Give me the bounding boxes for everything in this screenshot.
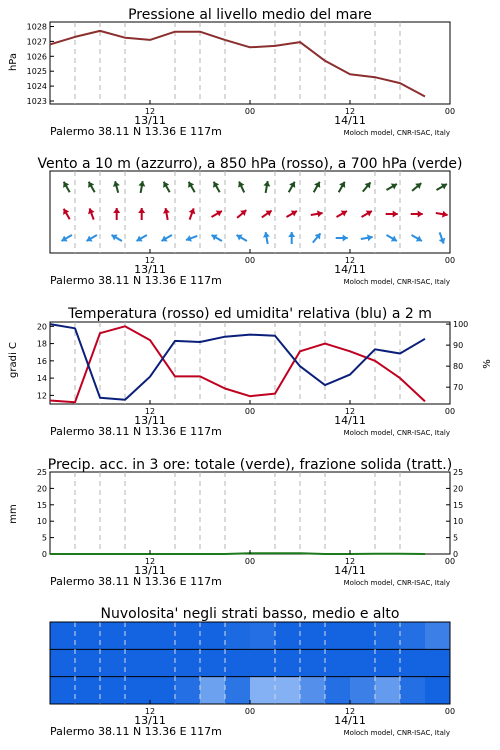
cloud-cell-medio xyxy=(125,649,151,676)
cloud-cell-alto xyxy=(275,622,301,649)
rh-ytick-right-label: 70 xyxy=(453,383,464,393)
precip-xtick-label: 12 xyxy=(344,557,356,566)
panel-pressure xyxy=(8,7,455,138)
panel-precip xyxy=(8,457,463,588)
cloud-cell-medio xyxy=(200,649,226,676)
pressure-model-credit: Moloch model, CNR-ISAC, Italy xyxy=(343,129,450,137)
clouds-date-label: 14/11 xyxy=(334,714,366,727)
temp-date-label: 14/11 xyxy=(334,414,366,427)
pressure-line xyxy=(50,31,425,97)
cloud-cell-medio xyxy=(225,649,251,676)
precip-ytick-label: 20 xyxy=(36,484,47,494)
precip-xtick-label: 00 xyxy=(444,557,456,566)
cloud-cell-medio xyxy=(150,649,176,676)
cloud-cell-basso xyxy=(250,677,276,704)
precip-frame xyxy=(50,472,450,554)
temp-date-label: 13/11 xyxy=(134,414,166,427)
clouds-xtick-label: 12 xyxy=(144,707,156,716)
cloud-cell-basso xyxy=(275,677,301,704)
precip-xtick-label: 00 xyxy=(244,557,256,566)
cloud-cell-alto xyxy=(300,622,326,649)
panel-clouds xyxy=(50,606,455,738)
precip-date-label: 14/11 xyxy=(334,564,366,577)
cloud-cell-basso xyxy=(225,677,251,704)
precip-xtick-label: 12 xyxy=(144,557,156,566)
cloud-cell-medio xyxy=(275,649,301,676)
clouds-location: Palermo 38.11 N 13.36 E 117m xyxy=(50,725,222,738)
precip-ytick-right-label: 10 xyxy=(453,517,464,527)
wind-title: Vento a 10 m (azzurro), a 850 hPa (rosso), a 700 hPa (verde) xyxy=(37,156,463,172)
clouds-plot xyxy=(50,622,455,738)
rh-ytick-right-label: 100 xyxy=(453,320,469,330)
cloud-cell-alto xyxy=(75,622,101,649)
cloud-cell-alto xyxy=(200,622,226,649)
clouds-title: Nuvolosita' negli strati basso, medio e alto xyxy=(100,606,400,622)
rh-ylabel-right: % xyxy=(482,359,493,369)
pressure-xtick-label: 00 xyxy=(244,107,256,116)
cloud-cell-basso xyxy=(125,677,151,704)
cloud-cell-basso xyxy=(350,677,376,704)
cloud-cell-basso xyxy=(300,677,326,704)
pressure-date-label: 13/11 xyxy=(134,114,166,127)
temperature-line xyxy=(50,326,425,402)
precip-location: Palermo 38.11 N 13.36 E 117m xyxy=(50,575,222,588)
temp-title: Temperatura (rosso) ed umidita' relativa (blu) a 2 m xyxy=(68,306,432,322)
cloud-cell-alto xyxy=(350,622,376,649)
cloud-cell-medio xyxy=(300,649,326,676)
humidity-line xyxy=(50,324,425,400)
precip-ytick-label: 0 xyxy=(41,550,47,559)
temp-ytick-label: 14 xyxy=(36,374,47,384)
wind-frame xyxy=(50,171,450,253)
precip-ylabel: mm xyxy=(8,504,19,524)
temp-xtick-label: 00 xyxy=(444,407,456,416)
temp-xtick-label: 00 xyxy=(244,407,256,416)
wind-xtick-label: 00 xyxy=(444,256,456,265)
cloud-cell-alto xyxy=(150,622,176,649)
wind-arrowhead-850-hpa xyxy=(393,211,398,218)
temp-xtick-label: 12 xyxy=(344,407,356,416)
precip-ytick-right-label: 20 xyxy=(453,484,464,494)
rh-ytick-right-label: 80 xyxy=(453,362,464,372)
cloud-cell-alto xyxy=(175,622,201,649)
wind-xtick-label: 00 xyxy=(244,256,256,265)
wind-arrowhead-10-m xyxy=(343,235,348,242)
temp-rh-plot xyxy=(37,320,468,438)
cloud-cell-alto xyxy=(50,622,76,649)
wind-model-credit: Moloch model, CNR-ISAC, Italy xyxy=(343,278,450,286)
pressure-date-label: 14/11 xyxy=(334,114,366,127)
precip-ytick-right-label: 0 xyxy=(453,550,459,559)
pressure-xtick-label: 12 xyxy=(344,107,356,116)
pressure-ylabel: hPa xyxy=(8,52,19,72)
pressure-plot xyxy=(27,22,455,138)
wind-plot xyxy=(50,171,455,287)
cloud-cell-basso xyxy=(50,677,76,704)
clouds-date-label: 13/11 xyxy=(134,714,166,727)
pressure-location: Palermo 38.11 N 13.36 E 117m xyxy=(50,125,222,138)
cloud-cell-basso xyxy=(375,677,401,704)
precip-ytick-label: 15 xyxy=(36,500,47,510)
wind-xtick-label: 12 xyxy=(144,256,156,265)
cloud-cell-basso xyxy=(325,677,351,704)
cloud-cell-medio xyxy=(400,649,426,676)
pressure-title: Pressione al livello medio del mare xyxy=(128,7,372,23)
precip-ytick-right-label: 25 xyxy=(453,468,464,477)
precip-ytick-label: 25 xyxy=(36,468,47,477)
wind-xtick-label: 12 xyxy=(344,256,356,265)
cloud-cell-alto xyxy=(375,622,401,649)
temp-location: Palermo 38.11 N 13.36 E 117m xyxy=(50,425,222,438)
wind-arrowhead-850-hpa xyxy=(418,211,423,218)
cloud-cell-alto xyxy=(250,622,276,649)
temp-ylabel-left: gradi C xyxy=(8,342,19,378)
cloud-cell-medio xyxy=(325,649,351,676)
precip-plot xyxy=(37,468,463,588)
precip-model-credit: Moloch model, CNR-ISAC, Italy xyxy=(343,579,450,587)
cloud-cell-medio xyxy=(250,649,276,676)
cloud-cell-basso xyxy=(400,677,426,704)
pressure-ytick-label: 1026 xyxy=(26,52,47,62)
cloud-cell-alto xyxy=(100,622,126,649)
precip-ytick-label: 10 xyxy=(36,517,47,527)
pressure-ytick-label: 1028 xyxy=(26,22,47,32)
pressure-ytick-label: 1027 xyxy=(26,37,47,47)
clouds-xtick-label: 12 xyxy=(344,707,356,716)
pressure-xtick-label: 12 xyxy=(144,107,156,116)
cloud-cell-alto xyxy=(225,622,251,649)
cloud-cell-basso xyxy=(175,677,201,704)
rh-ytick-right-label: 90 xyxy=(453,341,464,351)
cloud-cell-medio xyxy=(175,649,201,676)
clouds-xtick-label: 00 xyxy=(444,707,456,716)
temp-model-credit: Moloch model, CNR-ISAC, Italy xyxy=(343,429,450,437)
cloud-cell-medio xyxy=(350,649,376,676)
precip-ytick-label: 5 xyxy=(41,533,47,543)
precip-total-line xyxy=(50,553,425,554)
precip-ytick-right-label: 5 xyxy=(453,533,459,543)
cloud-cell-medio xyxy=(425,649,451,676)
wind-arrowhead-850-hpa xyxy=(138,208,145,213)
cloud-cell-basso xyxy=(200,677,226,704)
panel-wind xyxy=(37,156,462,287)
wind-date-label: 13/11 xyxy=(134,263,166,276)
cloud-cell-alto xyxy=(425,622,451,649)
temp-ytick-label: 16 xyxy=(36,356,47,366)
precip-title: Precip. acc. in 3 ore: totale (verde), frazione solida (tratt.) xyxy=(47,457,453,473)
wind-arrowhead-850-hpa xyxy=(113,208,120,213)
temp-ytick-label: 18 xyxy=(36,339,47,349)
panel-temp-rh xyxy=(8,306,493,438)
cloud-cell-basso xyxy=(100,677,126,704)
cloud-cell-alto xyxy=(125,622,151,649)
wind-location: Palermo 38.11 N 13.36 E 117m xyxy=(50,274,222,287)
cloud-cell-alto xyxy=(400,622,426,649)
wind-arrowhead-10-m xyxy=(288,232,295,237)
pressure-xtick-label: 00 xyxy=(444,107,456,116)
precip-ytick-right-label: 15 xyxy=(453,500,464,510)
precip-date-label: 13/11 xyxy=(134,564,166,577)
cloud-cell-alto xyxy=(325,622,351,649)
clouds-model-credit: Moloch model, CNR-ISAC, Italy xyxy=(343,729,450,737)
temp-ytick-label: 20 xyxy=(36,322,47,332)
cloud-cell-basso xyxy=(150,677,176,704)
temp-ytick-label: 12 xyxy=(36,391,47,401)
wind-date-label: 14/11 xyxy=(334,263,366,276)
cloud-cell-basso xyxy=(75,677,101,704)
cloud-cell-medio xyxy=(375,649,401,676)
pressure-ytick-label: 1023 xyxy=(26,97,47,107)
cloud-cell-medio xyxy=(50,649,76,676)
cloud-cell-medio xyxy=(100,649,126,676)
pressure-ytick-label: 1025 xyxy=(26,67,47,77)
clouds-xtick-label: 00 xyxy=(244,707,256,716)
temp-xtick-label: 12 xyxy=(144,407,156,416)
cloud-cell-medio xyxy=(75,649,101,676)
pressure-ytick-label: 1024 xyxy=(26,82,47,92)
cloud-cell-basso xyxy=(425,677,451,704)
